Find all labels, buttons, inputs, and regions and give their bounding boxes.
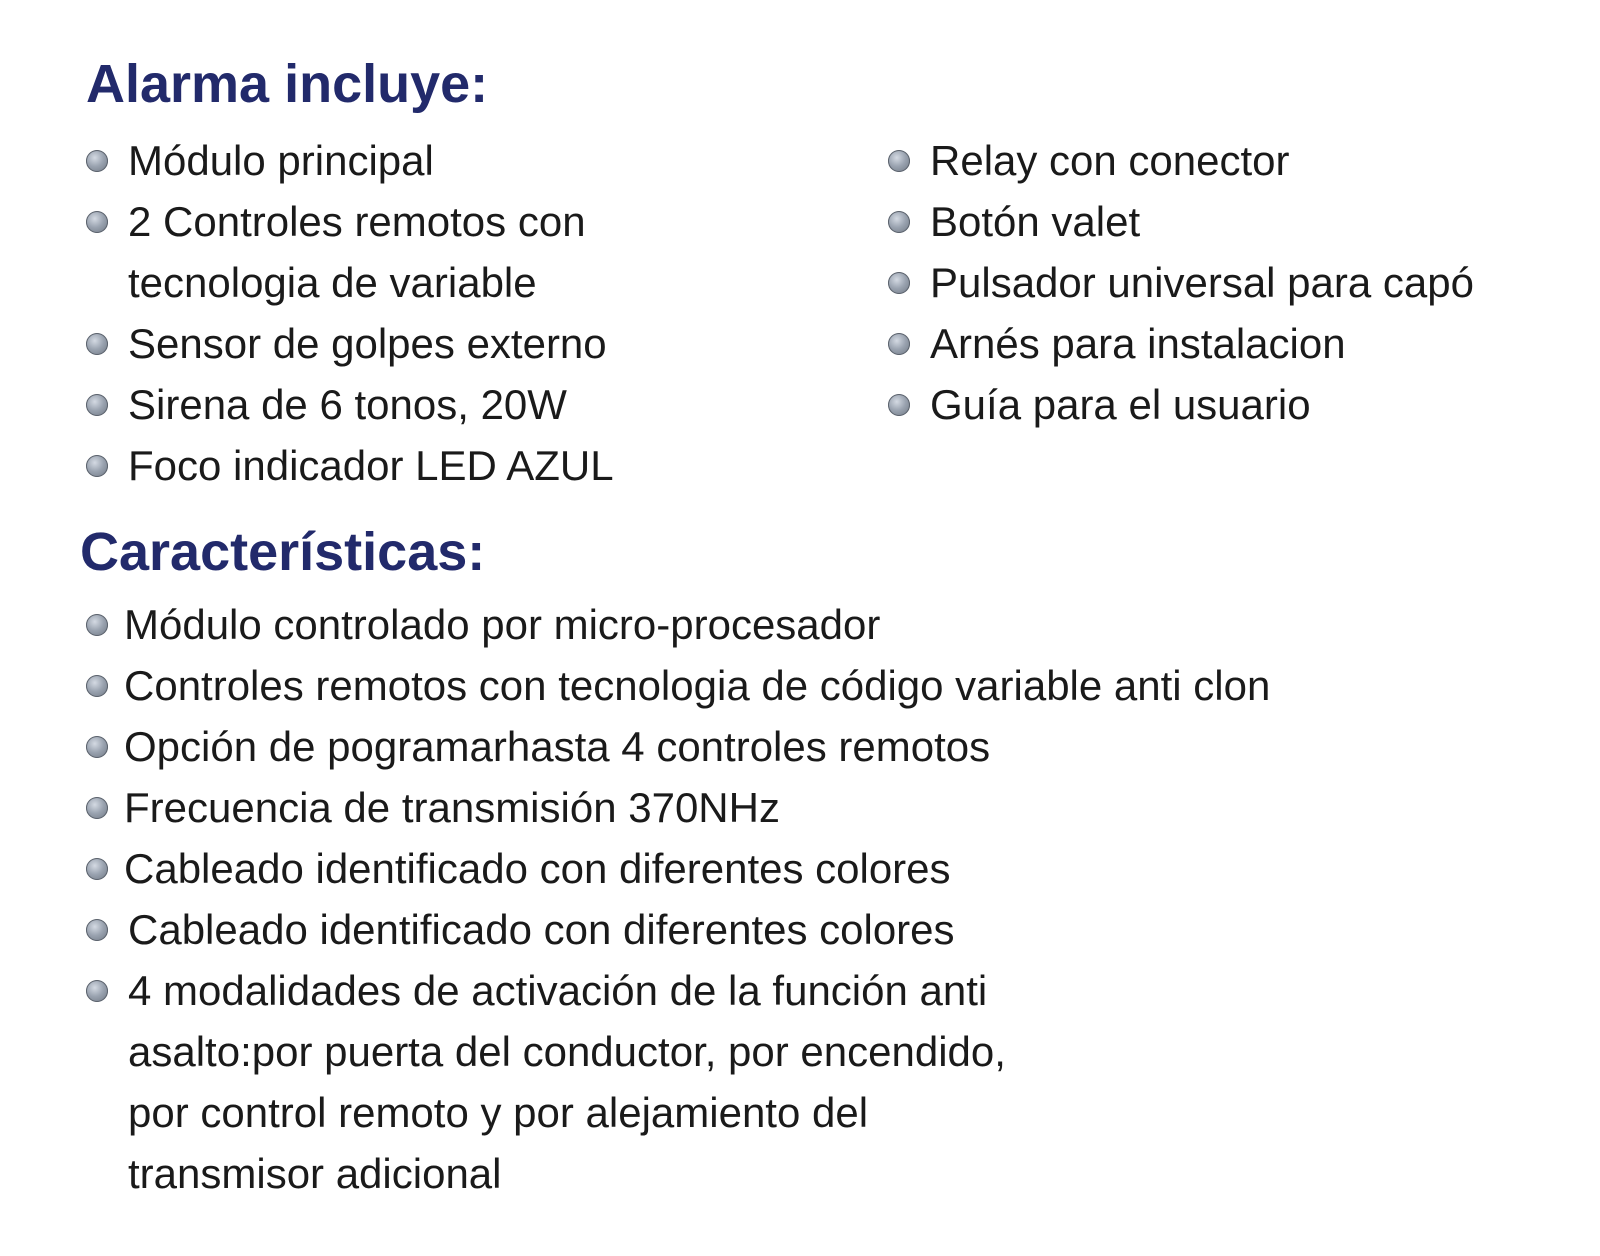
list-item: Módulo controlado por micro-procesador: [86, 594, 1546, 655]
list-item: Frecuencia de transmisión 370NHz: [86, 777, 1546, 838]
list-item: Pulsador universal para capó: [888, 252, 1588, 313]
caracteristicas-list: [86, 594, 1546, 1204]
bullet-icon: [86, 455, 108, 477]
bullet-icon: [888, 272, 910, 294]
list-item: Sensor de golpes externo: [86, 313, 786, 374]
list-item: Cableado identificado con diferentes colores: [86, 838, 1546, 899]
bullet-icon: [86, 736, 108, 758]
bullet-icon: [888, 394, 910, 416]
bullet-icon: [86, 675, 108, 697]
alarma-list-right: [888, 130, 1588, 435]
list-item: Cableado identificado con diferentes colores: [86, 899, 1546, 960]
list-item: Arnés para instalacion: [888, 313, 1588, 374]
bullet-icon: [86, 797, 108, 819]
list-item: Sirena de 6 tonos, 20W: [86, 374, 786, 435]
bullet-icon: [86, 333, 108, 355]
list-item: 2 Controles remotos con tecnologia de variable: [86, 191, 786, 313]
list-item: Opción de pogramarhasta 4 controles remotos: [86, 716, 1546, 777]
heading-alarma-incluye: Alarma incluye:: [86, 54, 489, 114]
list-item: Guía para el usuario: [888, 374, 1588, 435]
list-item: Foco indicador LED AZUL: [86, 435, 786, 496]
list-item: Botón valet: [888, 191, 1588, 252]
list-item: Controles remotos con tecnologia de código variable anti clon: [86, 655, 1546, 716]
bullet-icon: [86, 980, 108, 1002]
list-item: Relay con conector: [888, 130, 1588, 191]
alarma-list-left: [86, 130, 786, 496]
bullet-icon: [86, 394, 108, 416]
bullet-icon: [888, 150, 910, 172]
bullet-icon: [86, 211, 108, 233]
bullet-icon: [86, 858, 108, 880]
list-item: 4 modalidades de activación de la función anti asalto:por puerta del conductor, por encendido, por control remoto y por alejamiento del transmisor adicional: [86, 960, 1546, 1204]
bullet-icon: [888, 211, 910, 233]
bullet-icon: [86, 614, 108, 636]
bullet-icon: [86, 919, 108, 941]
bullet-icon: [86, 150, 108, 172]
list-item: Módulo principal: [86, 130, 786, 191]
heading-caracteristicas: Características:: [80, 522, 486, 582]
bullet-icon: [888, 333, 910, 355]
